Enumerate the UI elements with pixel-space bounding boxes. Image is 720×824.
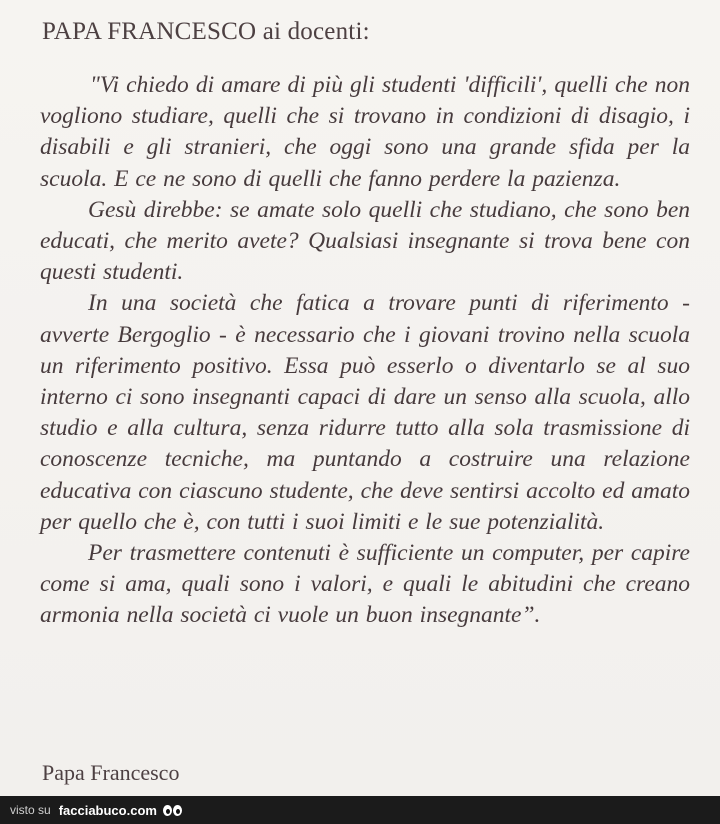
eye-right-icon — [173, 805, 182, 816]
quote-paragraph-3: In una società che fatica a trovare punti di riferimento - avverte Bergoglio - è necessario che i giovani trovino nella scuola un riferimento positivo. Essa può esserlo o diventarlo se al suo interno ci sono insegnanti capaci di dare un senso alla scuola, allo studio e alla cultura, senza ridurre tutto alla sola trasmissione di conoscenze tecniche, ma puntando a costruire una relazione educativa con ciascuno studente, che deve sentirsi accolto ed amato per quello che è, con tutti i suoi limiti e le sue potenzialità. — [40, 290, 690, 535]
watermark-prefix: visto su — [10, 803, 51, 817]
quote-paragraph-4: Per trasmettere contenuti è sufficiente un computer, per capire come si ama, quali sono i valori, e quali le abitudini che creano armonia nella società ci vuole un buon insegnante”. — [40, 540, 690, 629]
quote-paragraph-1: "Vi chiedo di amare di più gli studenti 'difficili', quelli che non vogliono studiare, quelli che si trovano in condizioni di disagio, i disabili e gli stranieri, che oggi sono una grande sfida per la scuola. E ce ne sono di quelli che fanno perdere la pazienza. — [40, 72, 690, 192]
document-heading: PAPA FRANCESCO ai docenti: — [42, 18, 370, 45]
eyes-icon — [163, 805, 182, 816]
quote-body — [40, 70, 690, 632]
watermark-bar — [0, 796, 720, 824]
watermark-site-link[interactable]: facciabuco.com — [58, 802, 157, 818]
signature: Papa Francesco — [42, 760, 180, 785]
quote-paragraph-2: Gesù direbbe: se amate solo quelli che studiano, che sono ben educati, che merito avete? Qualsiasi insegnante si trova bene con questi studenti. — [40, 196, 690, 286]
eye-left-icon — [163, 805, 172, 816]
